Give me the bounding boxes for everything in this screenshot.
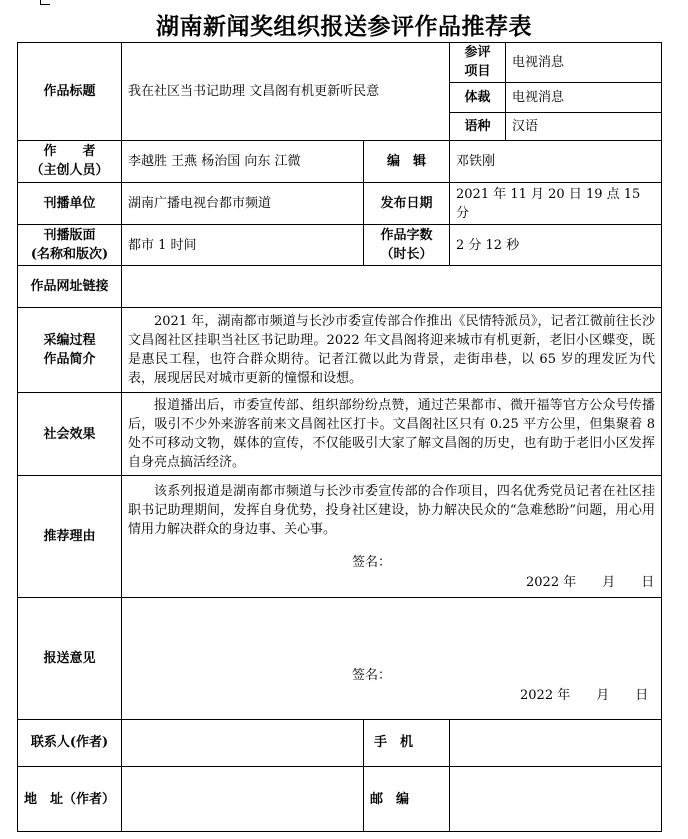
process-label: 采编过程 作品简介	[18, 308, 122, 393]
contact-value[interactable]	[122, 719, 364, 767]
publish-date-label: 发布日期	[364, 182, 450, 225]
reason-text: 该系列报道是湖南都市频道与长沙市委宣传部的合作项目，四名优秀党员记者在社区挂职书记助理期间，发挥自身优势，投身社区建设，协力解决民众的“急难愁盼”问题，用心用情用力解决群众的身边事、关心事。	[128, 484, 655, 538]
address-label: 地 址（作者）	[18, 767, 122, 832]
reason-label: 推荐理由	[18, 476, 122, 598]
opinion-value	[122, 597, 662, 719]
authors-value: 李越胜 王燕 杨治国 向东 江微	[122, 141, 364, 183]
opinion-signature-label: 签名：	[352, 667, 392, 683]
process-value	[122, 308, 662, 393]
publisher-value: 湖南广播电视台都市频道	[122, 182, 364, 225]
award-item-value: 电视消息	[506, 43, 662, 83]
work-title-label: 作品标题	[18, 43, 122, 141]
process-text: 2021 年，湖南都市频道与长沙市委宣传部合作推出《民情特派员》，记者江微前往长沙文昌阁社区挂职当社区书记助理。2022 年文昌阁将迎来城市有机更新，老旧小区蝶变，既是惠民工程，也符合群众期待。记者江微以此为背景，走街串巷，以 65 岁的理发匠为代表，展现居民对城市更新的憧憬和设想。	[128, 314, 655, 387]
effect-label: 社会效果	[18, 393, 122, 476]
editor-label: 编 辑	[364, 141, 450, 183]
phone-value[interactable]	[450, 719, 662, 767]
language-value: 汉语	[506, 112, 662, 140]
editor-value: 邓铁刚	[450, 141, 662, 183]
genre-value: 电视消息	[506, 82, 662, 112]
edition-value: 都市 1 时间	[122, 225, 364, 266]
recommendation-form-table	[17, 42, 662, 832]
length-label: 作品字数 （时长）	[364, 225, 450, 266]
edition-label: 刊播版面 (名称和版次)	[18, 225, 122, 266]
reason-date: 2022 年 月 日	[526, 575, 655, 591]
work-title-value: 我在社区当书记助理 文昌阁有机更新听民意	[122, 43, 450, 141]
reason-signature-label: 签名：	[352, 555, 392, 571]
url-label: 作品网址链接	[18, 265, 122, 308]
address-value[interactable]	[122, 767, 364, 832]
effect-text: 报道播出后，市委宣传部、组织部纷纷点赞，通过芒果都市、微开福等官方公众号传播后，吸引不少外来游客前来文昌阁社区打卡。文昌阁社区只有 0.25 平方公里，但集聚着 8 处不可移动文物，媒体的宣传，不仅能吸引大家了解文昌阁的历史，也有助于老旧小区发挥自身亮点搞活经济。	[128, 398, 655, 471]
publish-date-value: 2021 年 11 月 20 日 19 点 15 分	[450, 182, 662, 225]
opinion-date: 2022 年 月 日	[520, 687, 649, 703]
postcode-label: 邮 编	[364, 767, 450, 832]
opinion-text[interactable]	[128, 604, 655, 658]
language-label: 语种	[450, 112, 506, 140]
phone-label: 手 机	[364, 719, 450, 767]
opinion-label: 报送意见	[18, 597, 122, 719]
page-title: 湖南新闻奖组织报送参评作品推荐表	[156, 13, 532, 40]
url-value[interactable]	[122, 265, 662, 308]
publisher-label: 刊播单位	[18, 182, 122, 225]
length-value: 2 分 12 秒	[450, 225, 662, 266]
effect-value	[122, 393, 662, 476]
contact-label: 联系人(作者)	[18, 719, 122, 767]
reason-value	[122, 476, 662, 598]
award-item-label: 参评 项目	[450, 43, 506, 83]
postcode-value[interactable]	[450, 767, 662, 832]
genre-label: 体裁	[450, 82, 506, 112]
corner-mark	[40, 0, 50, 5]
authors-label: 作 者 （主创人员）	[18, 141, 122, 183]
